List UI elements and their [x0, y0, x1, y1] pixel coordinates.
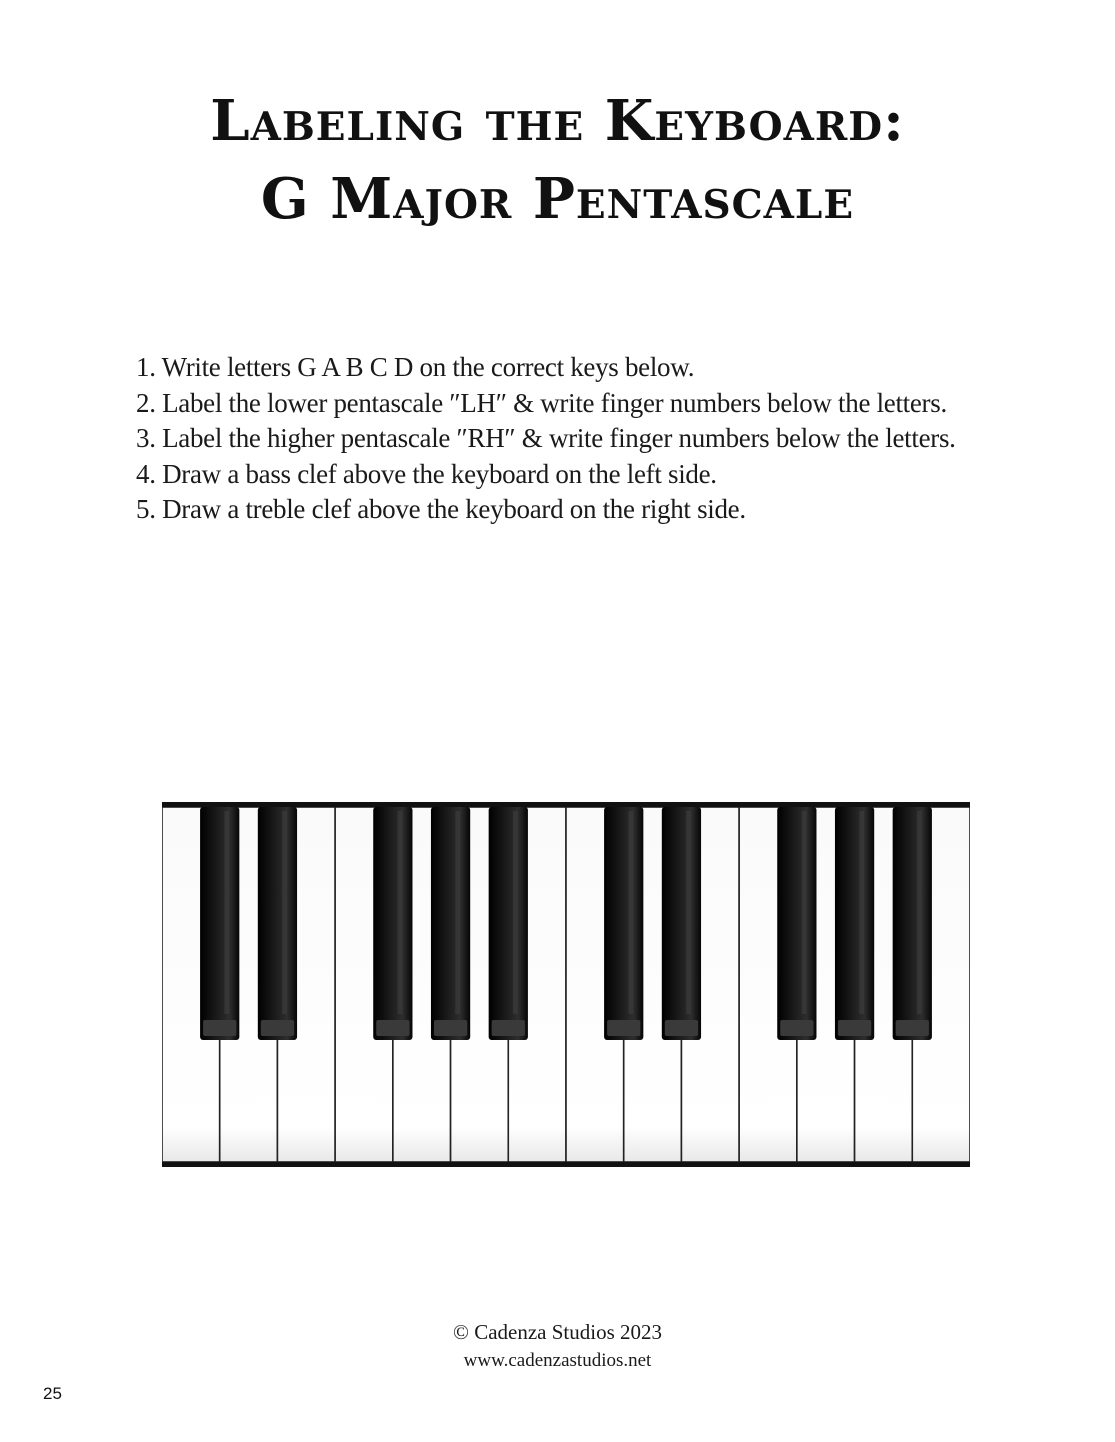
- copyright-text: © Cadenza Studios 2023: [452, 1320, 662, 1344]
- piano-keyboard: [162, 802, 970, 1173]
- keyboard-top-rail: [162, 802, 970, 807]
- page-title: [0, 82, 1115, 238]
- black-key: [489, 807, 528, 1040]
- instruction-item-4: 4. Draw a bass clef above the keyboard on the left side.: [136, 458, 717, 489]
- page-number: 25: [43, 1384, 62, 1403]
- instruction-list: [136, 350, 956, 528]
- keyboard-bottom-rail: [162, 1162, 970, 1167]
- piano-keyboard-graphic: [162, 802, 970, 1168]
- black-key: [777, 807, 816, 1040]
- black-key: [200, 807, 239, 1040]
- instruction-item-3: 3. Label the higher pentascale ″RH″ & write finger numbers below the letters.: [136, 423, 956, 453]
- black-key: [431, 807, 470, 1040]
- black-key: [604, 807, 643, 1040]
- instruction-item-2: 2. Label the lower pentascale ″LH″ & write finger numbers below the letters.: [136, 387, 947, 418]
- instruction-item-5: 5. Draw a treble clef above the keyboard on the right side.: [136, 494, 746, 524]
- title-line-1: Labeling the Keyboard:: [210, 88, 905, 154]
- black-key: [893, 807, 932, 1040]
- black-key: [373, 807, 412, 1040]
- instruction-item-1: 1. Write letters G A B C D on the correct keys below.: [136, 352, 695, 382]
- website-link: www.cadenzastudios.net: [463, 1350, 652, 1371]
- black-key: [662, 807, 701, 1040]
- black-key: [258, 807, 297, 1040]
- title-line-2: G Major Pentascale: [260, 166, 855, 232]
- black-key: [835, 807, 874, 1040]
